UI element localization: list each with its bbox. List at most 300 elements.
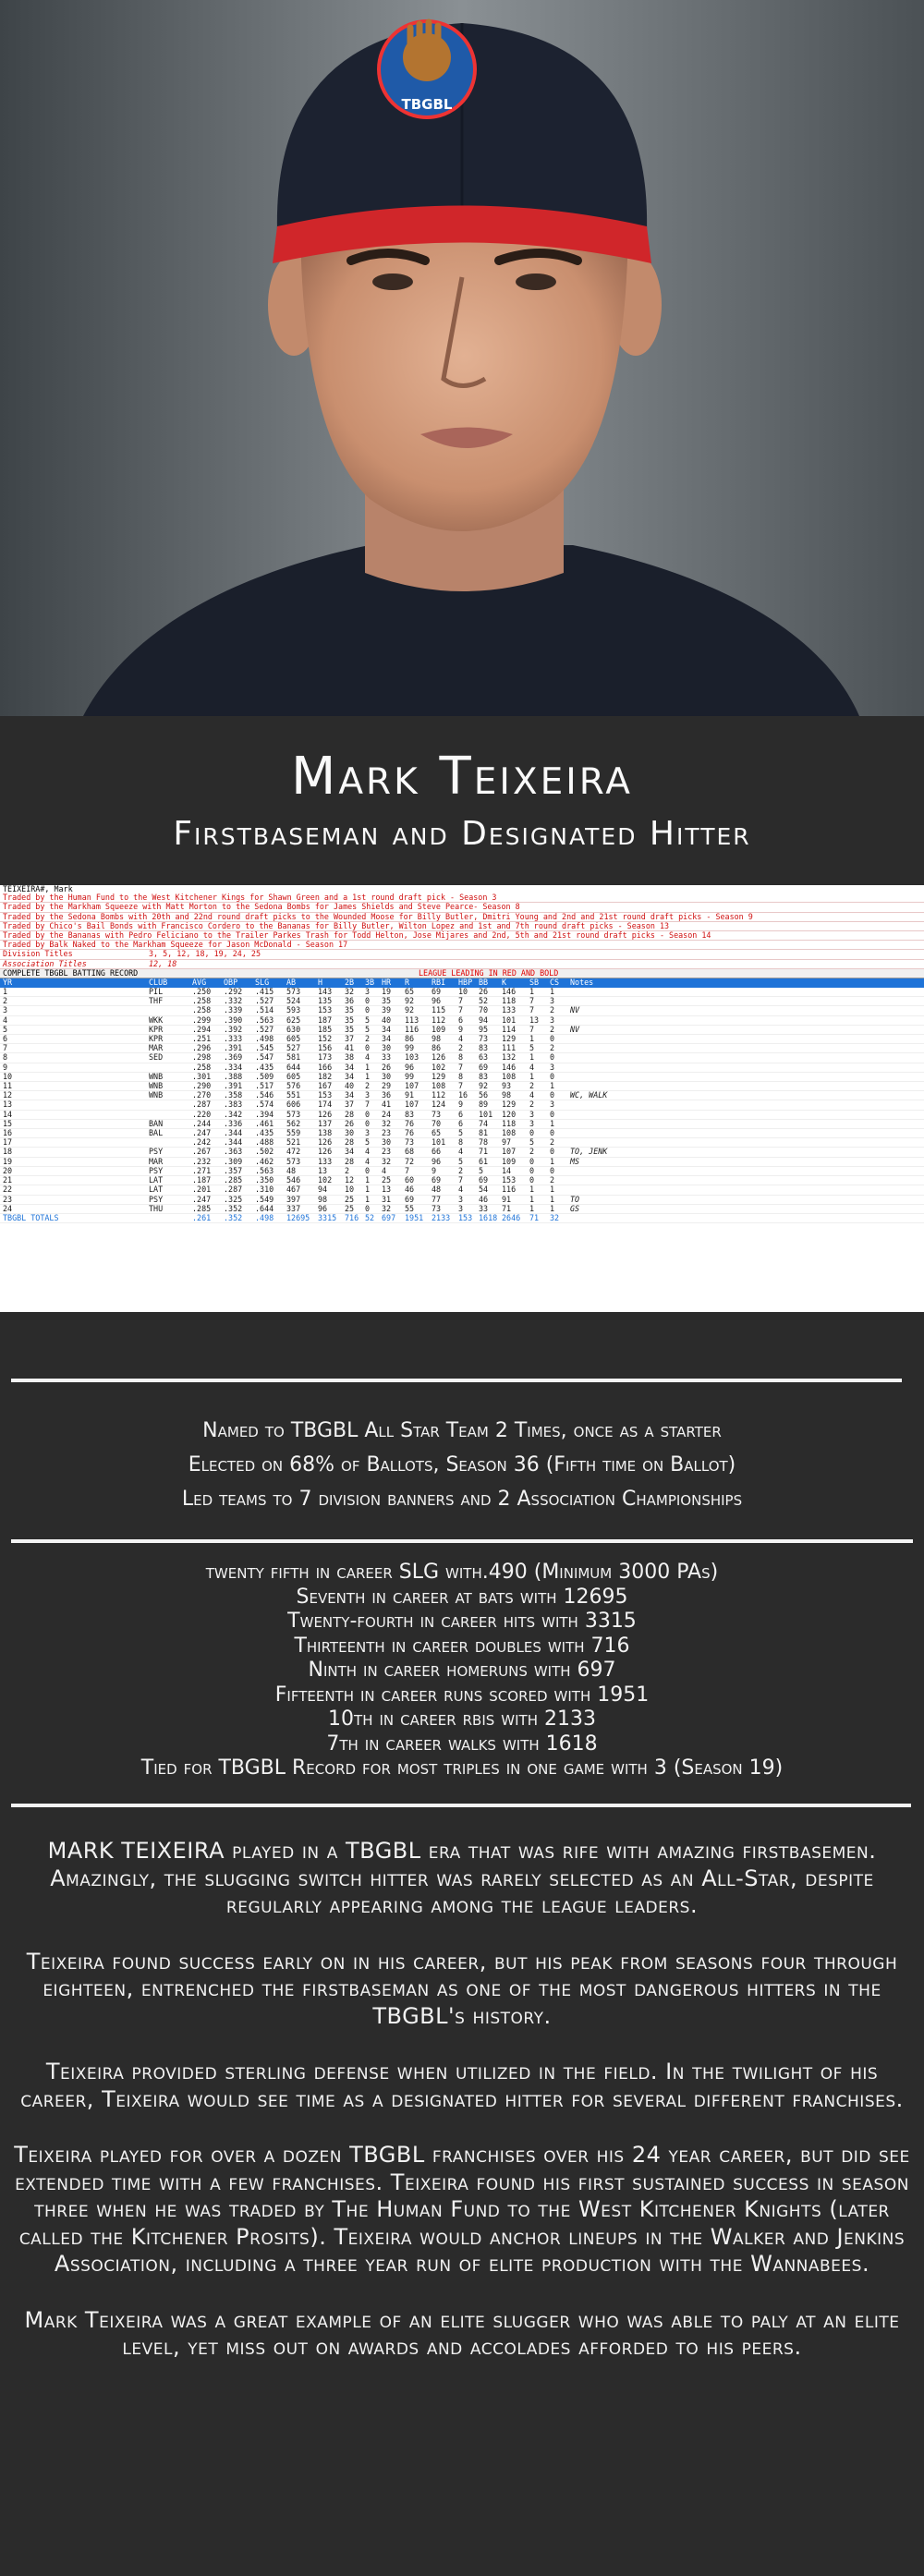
table-cell: KPR	[146, 1025, 189, 1034]
table-cell: 23	[379, 1148, 402, 1157]
division-titles-label: Division Titles	[3, 949, 73, 959]
table-cell: PSY	[146, 1166, 189, 1175]
table-cell: 0	[527, 1176, 547, 1185]
table-cell: TO	[567, 1195, 924, 1204]
table-cell: 31	[379, 1195, 402, 1204]
table-cell: 593	[284, 1006, 315, 1015]
table-cell: 118	[499, 1119, 527, 1128]
table-cell: .545	[252, 1044, 284, 1053]
table-cell: 126	[315, 1138, 342, 1148]
table-cell: GS	[567, 1204, 924, 1213]
table-cell: 3	[527, 1119, 547, 1128]
totals-cell: 32	[547, 1213, 567, 1222]
table-cell: 15	[0, 1119, 146, 1128]
table-cell: 34	[342, 1091, 362, 1100]
table-cell	[146, 1063, 189, 1072]
table-cell: 606	[284, 1100, 315, 1110]
column-header: YR	[0, 978, 146, 988]
trade-line: Traded by the Markham Squeeze with Matt Morton to the Sedona Bombs for James Shields and Steve Pearce- Season 8	[0, 903, 924, 912]
table-cell: .546	[252, 1091, 284, 1100]
table-cell: NV	[567, 1025, 924, 1034]
table-cell: 101	[429, 1138, 456, 1148]
table-cell: 69	[476, 1063, 499, 1072]
column-header: OBP	[221, 978, 252, 988]
record-line: Fifteenth in career runs scored with 1951	[274, 1683, 650, 1707]
table-cell: 1	[362, 1063, 379, 1072]
table-cell: 2	[527, 1148, 547, 1157]
table-cell: 2	[547, 1006, 567, 1015]
league-leading-note: LEAGUE LEADING IN RED AND BOLD	[419, 967, 559, 978]
table-cell: 0	[547, 1072, 567, 1081]
table-cell: .271	[189, 1166, 221, 1175]
totals-cell: 153	[456, 1213, 476, 1222]
table-cell: 86	[402, 1035, 429, 1044]
table-cell: 30	[379, 1044, 402, 1053]
table-cell: 32	[342, 988, 362, 997]
table-cell: 24	[379, 1110, 402, 1119]
table-cell: 7	[402, 1166, 429, 1175]
table-cell: 69	[476, 1176, 499, 1185]
table-cell: 129	[429, 1072, 456, 1081]
table-cell: 55	[402, 1204, 429, 1213]
table-cell: 1	[527, 1072, 547, 1081]
table-cell: 573	[284, 1157, 315, 1166]
table-cell: .270	[189, 1091, 221, 1100]
table-cell: 41	[342, 1044, 362, 1053]
table-cell: 71	[476, 1148, 499, 1157]
column-header: HR	[379, 978, 402, 988]
table-cell: 34	[379, 1035, 402, 1044]
table-cell: .509	[252, 1072, 284, 1081]
table-cell: 65	[402, 988, 429, 997]
table-cell: 83	[476, 1044, 499, 1053]
table-cell	[567, 1129, 924, 1138]
table-cell: 467	[284, 1185, 315, 1195]
table-header-row	[0, 978, 924, 988]
table-cell: 73	[402, 1138, 429, 1148]
totals-cell: TBGBL TOTALS	[0, 1213, 146, 1222]
table-cell	[567, 997, 924, 1006]
table-cell: 8	[456, 1053, 476, 1063]
table-cell: 92	[402, 997, 429, 1006]
table-cell: 35	[342, 1025, 362, 1034]
player-position: Firstbaseman and Designated Hitter	[173, 815, 751, 853]
table-cell: 32	[379, 1157, 402, 1166]
table-cell: 167	[315, 1082, 342, 1091]
table-cell: 108	[499, 1072, 527, 1081]
table-cell: 0	[362, 1119, 379, 1128]
table-cell: 34	[342, 1148, 362, 1157]
table-row	[0, 1035, 924, 1044]
table-cell: .301	[189, 1072, 221, 1081]
table-cell: 0	[362, 1006, 379, 1015]
table-cell	[567, 1119, 924, 1128]
bio-paragraph: MARK TEIXEIRA played in a TBGBL era that was rife with amazing firstbasemen. Amazingly, the slugging switch hitter was rarely selected as an All-Star, despite regularly appearing among the league leaders.	[47, 1838, 877, 1918]
table-cell: 132	[499, 1053, 527, 1063]
table-cell: 26	[342, 1119, 362, 1128]
table-cell: .244	[189, 1119, 221, 1128]
table-cell: 4	[456, 1185, 476, 1195]
table-cell: 4	[456, 1035, 476, 1044]
table-cell: 137	[315, 1119, 342, 1128]
table-cell: 7	[456, 1006, 476, 1015]
table-cell: 581	[284, 1053, 315, 1063]
table-cell: 0	[527, 1166, 547, 1175]
table-cell: 605	[284, 1072, 315, 1081]
table-cell	[146, 1138, 189, 1148]
table-cell: 6	[0, 1035, 146, 1044]
table-cell: .344	[221, 1129, 252, 1138]
table-row	[0, 1072, 924, 1081]
table-cell: .517	[252, 1082, 284, 1091]
table-cell: 24	[0, 1204, 146, 1213]
table-cell: .644	[252, 1204, 284, 1213]
table-cell: .298	[189, 1053, 221, 1063]
record-line: Tied for TBGBL Record for most triples in one game with 3 (Season 19)	[140, 1756, 784, 1780]
table-cell: 7	[456, 1063, 476, 1072]
table-cell: 10	[456, 988, 476, 997]
table-cell: 26	[476, 988, 499, 997]
table-cell: 96	[402, 1063, 429, 1072]
table-cell: 35	[342, 1006, 362, 1015]
table-cell	[567, 1185, 924, 1195]
table-cell: .296	[189, 1044, 221, 1053]
record-line: Twenty-fourth in career hits with 3315	[287, 1610, 637, 1633]
table-cell: .342	[221, 1110, 252, 1119]
table-cell: .258	[189, 997, 221, 1006]
trade-line: Traded by the Human Fund to the West Kitchener Kings for Shawn Green and a 1st round draft pick - Season 3	[0, 893, 924, 903]
table-cell: .352	[221, 1204, 252, 1213]
table-cell: 174	[315, 1100, 342, 1110]
table-row	[0, 1185, 924, 1195]
table-cell: 605	[284, 1035, 315, 1044]
table-cell: 95	[476, 1025, 499, 1034]
table-cell: 40	[342, 1082, 362, 1091]
table-cell: 103	[402, 1053, 429, 1063]
totals-cell: 12695	[284, 1213, 315, 1222]
table-cell: 29	[379, 1082, 402, 1091]
table-cell: 0	[547, 1053, 567, 1063]
table-cell: 0	[362, 1110, 379, 1119]
table-cell: .292	[221, 988, 252, 997]
table-cell: 98	[429, 1035, 456, 1044]
table-cell	[567, 1015, 924, 1025]
table-cell: 472	[284, 1148, 315, 1157]
biography-section	[0, 1838, 924, 2390]
table-cell: 30	[342, 1129, 362, 1138]
table-cell: 69	[429, 988, 456, 997]
table-cell: .187	[189, 1176, 221, 1185]
table-cell: 1	[527, 1035, 547, 1044]
table-cell: 2	[547, 1176, 567, 1185]
table-row	[0, 1176, 924, 1185]
table-cell: 35	[342, 1015, 362, 1025]
table-cell: 6	[456, 1110, 476, 1119]
table-cell: 112	[429, 1015, 456, 1025]
table-cell: .383	[221, 1100, 252, 1110]
table-cell: 2	[456, 1166, 476, 1175]
table-cell: 1	[547, 1082, 567, 1091]
table-cell: 7	[0, 1044, 146, 1053]
table-cell: 2	[0, 997, 146, 1006]
table-cell: 63	[476, 1053, 499, 1063]
table-cell: 153	[315, 1006, 342, 1015]
totals-cell: 716	[342, 1213, 362, 1222]
table-cell: 101	[476, 1110, 499, 1119]
totals-cell: 3315	[315, 1213, 342, 1222]
table-cell: 7	[456, 997, 476, 1006]
table-cell: 25	[379, 1176, 402, 1185]
table-cell: 69	[429, 1176, 456, 1185]
table-cell: 7	[456, 1176, 476, 1185]
table-cell: 34	[342, 1072, 362, 1081]
table-cell: 16	[0, 1129, 146, 1138]
table-cell: PIL	[146, 988, 189, 997]
table-cell	[146, 1006, 189, 1015]
table-cell: 81	[476, 1129, 499, 1138]
table-cell: 99	[402, 1072, 429, 1081]
trade-line: Traded by the Sedona Bombs with 20th and 22nd round draft picks to the Wounded Moose for Billy Butler, Dmitri Young and 2nd and 21st round draft picks - Season 9	[0, 913, 924, 922]
table-cell: 71	[499, 1204, 527, 1213]
table-cell: .358	[221, 1091, 252, 1100]
table-cell: TO, JENK	[567, 1148, 924, 1157]
table-cell: 129	[499, 1035, 527, 1044]
table-cell: .369	[221, 1053, 252, 1063]
table-row	[0, 1148, 924, 1157]
column-header: RBI	[429, 978, 456, 988]
record-line: twenty fifth in career SLG with.490 (Minimum 3000 PAs)	[205, 1561, 719, 1584]
table-cell: 102	[315, 1176, 342, 1185]
table-cell: 1	[362, 1185, 379, 1195]
table-cell: 11	[0, 1082, 146, 1091]
table-cell: 133	[499, 1006, 527, 1015]
table-cell	[567, 1035, 924, 1044]
divider	[11, 1379, 902, 1382]
table-cell: 39	[379, 1006, 402, 1015]
table-cell: 94	[315, 1185, 342, 1195]
table-cell	[567, 1110, 924, 1119]
table-cell: .435	[252, 1129, 284, 1138]
column-header: CS	[547, 978, 567, 988]
table-cell: 173	[315, 1053, 342, 1063]
table-cell: .332	[221, 997, 252, 1006]
table-cell: 0	[362, 1166, 379, 1175]
table-cell: .258	[189, 1006, 221, 1015]
association-titles-label: Association Titles	[3, 958, 87, 968]
totals-cell: 1618	[476, 1213, 499, 1222]
table-cell: 4	[527, 1063, 547, 1072]
table-cell: 5	[476, 1166, 499, 1175]
table-cell: 1	[527, 1185, 547, 1195]
table-cell	[146, 1100, 189, 1110]
table-row	[0, 997, 924, 1006]
table-cell: 337	[284, 1204, 315, 1213]
column-header: AB	[284, 978, 315, 988]
table-cell: 521	[284, 1138, 315, 1148]
table-cell: 116	[499, 1185, 527, 1195]
table-cell: .247	[189, 1195, 221, 1204]
table-cell: 111	[499, 1044, 527, 1053]
table-cell: 135	[315, 997, 342, 1006]
table-cell: .527	[252, 1025, 284, 1034]
table-cell: .294	[189, 1025, 221, 1034]
table-cell: 13	[379, 1185, 402, 1195]
table-row	[0, 1063, 924, 1072]
table-cell: .514	[252, 1006, 284, 1015]
table-cell: 1	[547, 1119, 567, 1128]
table-cell: 60	[402, 1176, 429, 1185]
table-cell: 0	[527, 1129, 547, 1138]
table-cell: 2	[342, 1166, 362, 1175]
table-cell: 33	[379, 1053, 402, 1063]
table-cell: .527	[252, 997, 284, 1006]
table-cell: 114	[499, 1025, 527, 1034]
table-cell: 33	[476, 1204, 499, 1213]
table-cell: 153	[315, 1091, 342, 1100]
table-cell: WNB	[146, 1091, 189, 1100]
table-cell: 146	[499, 988, 527, 997]
table-cell: 573	[284, 988, 315, 997]
table-cell: 13	[315, 1166, 342, 1175]
table-cell: 397	[284, 1195, 315, 1204]
table-cell: 8	[0, 1053, 146, 1063]
table-cell: MS	[567, 1157, 924, 1166]
table-cell: 107	[402, 1082, 429, 1091]
table-row	[0, 1044, 924, 1053]
table-cell: 92	[476, 1082, 499, 1091]
table-cell: 7	[362, 1100, 379, 1110]
table-cell: 23	[379, 1129, 402, 1138]
table-cell: .220	[189, 1110, 221, 1119]
table-cell: 99	[402, 1044, 429, 1053]
table-cell: .563	[252, 1015, 284, 1025]
table-cell: .391	[221, 1044, 252, 1053]
table-cell: 115	[429, 1006, 456, 1015]
table-cell: 1	[547, 1157, 567, 1166]
career-records-section	[0, 1561, 924, 1781]
table-cell: .461	[252, 1119, 284, 1128]
table-cell: LAT	[146, 1185, 189, 1195]
table-cell: 52	[476, 997, 499, 1006]
player-photo	[0, 0, 924, 716]
table-cell: 576	[284, 1082, 315, 1091]
table-cell: .285	[221, 1176, 252, 1185]
table-row	[0, 1195, 924, 1204]
table-cell: 153	[499, 1176, 527, 1185]
table-cell: .390	[221, 1015, 252, 1025]
table-cell: .394	[252, 1110, 284, 1119]
table-cell: 5	[456, 1129, 476, 1138]
table-row	[0, 1138, 924, 1148]
table-cell: .232	[189, 1157, 221, 1166]
bio-paragraph: Teixeira provided sterling defense when utilized in the field. In the twilight of his career, Teixeira would see time as a designated hitter for several different franchises.	[20, 2059, 904, 2112]
column-header: 3B	[362, 978, 379, 988]
table-cell: 48	[284, 1166, 315, 1175]
player-name: Mark Teixeira	[291, 747, 633, 807]
table-cell: 28	[342, 1138, 362, 1148]
divider	[11, 1804, 911, 1807]
table-cell: 98	[499, 1091, 527, 1100]
table-cell: 40	[379, 1015, 402, 1025]
association-titles-value: 12, 18	[149, 958, 177, 968]
table-cell: 124	[429, 1100, 456, 1110]
table-row	[0, 1157, 924, 1166]
column-header: BB	[476, 978, 499, 988]
column-header: K	[499, 978, 527, 988]
totals-cell	[567, 1213, 924, 1222]
table-cell: 72	[402, 1157, 429, 1166]
table-cell: 1	[527, 1204, 547, 1213]
table-cell: 96	[429, 1157, 456, 1166]
table-cell: .502	[252, 1148, 284, 1157]
totals-cell: 2133	[429, 1213, 456, 1222]
table-cell: WNB	[146, 1072, 189, 1081]
table-cell: 2	[527, 1100, 547, 1110]
table-cell: 68	[402, 1148, 429, 1157]
table-cell: 46	[402, 1185, 429, 1195]
table-cell	[567, 1053, 924, 1063]
table-cell: MAR	[146, 1157, 189, 1166]
table-row	[0, 1091, 924, 1100]
table-cell: 5	[527, 1044, 547, 1053]
table-cell: 120	[499, 1110, 527, 1119]
table-cell: .287	[189, 1100, 221, 1110]
record-line: 10th in career rbis with 2133	[328, 1707, 596, 1731]
table-cell: .267	[189, 1148, 221, 1157]
table-cell: 66	[429, 1148, 456, 1157]
table-cell: 3	[547, 1015, 567, 1025]
table-cell: 9	[0, 1063, 146, 1072]
table-cell: 4	[456, 1148, 476, 1157]
batting-table	[0, 978, 924, 1223]
record-line: Seventh in career at bats with 12695	[296, 1585, 628, 1609]
table-cell: 126	[429, 1053, 456, 1063]
totals-cell: 697	[379, 1213, 402, 1222]
table-cell: 146	[499, 1063, 527, 1072]
table-cell: 551	[284, 1091, 315, 1100]
trade-list	[0, 893, 924, 950]
table-cell: 0	[547, 1035, 567, 1044]
table-cell: 0	[547, 1166, 567, 1175]
column-header: R	[402, 978, 429, 988]
table-cell: 0	[547, 1110, 567, 1119]
table-cell: 41	[379, 1100, 402, 1110]
bio-paragraph: Mark Teixeira was a great example of an elite slugger who was able to paly at an elite level, yet miss out on awards and accolades afforded to his peers.	[24, 2306, 900, 2360]
table-cell: .350	[252, 1176, 284, 1185]
table-cell: 94	[476, 1015, 499, 1025]
table-cell: 3	[456, 1204, 476, 1213]
table-cell: 37	[342, 1100, 362, 1110]
table-cell: PSY	[146, 1148, 189, 1157]
table-cell: 108	[499, 1129, 527, 1138]
table-cell: 96	[429, 997, 456, 1006]
table-cell: 4	[527, 1091, 547, 1100]
table-cell: .363	[221, 1148, 252, 1157]
table-row	[0, 1119, 924, 1128]
table-cell: 56	[476, 1091, 499, 1100]
table-cell: 2	[547, 1138, 567, 1148]
table-cell: .344	[221, 1138, 252, 1148]
table-cell: 1	[0, 988, 146, 997]
table-cell: 5	[362, 1025, 379, 1034]
bio-paragraph: Teixeira found success early on in his career, but his peak from seasons four through eighteen, entrenched the firstbaseman as one of the most dangerous hitters in the TBGBL's history.	[26, 1948, 898, 2029]
table-cell: .242	[189, 1138, 221, 1148]
table-cell: 2	[547, 1025, 567, 1034]
table-cell: 3	[362, 1091, 379, 1100]
table-cell: 93	[499, 1082, 527, 1091]
table-cell: .287	[221, 1185, 252, 1195]
table-cell: 625	[284, 1015, 315, 1025]
